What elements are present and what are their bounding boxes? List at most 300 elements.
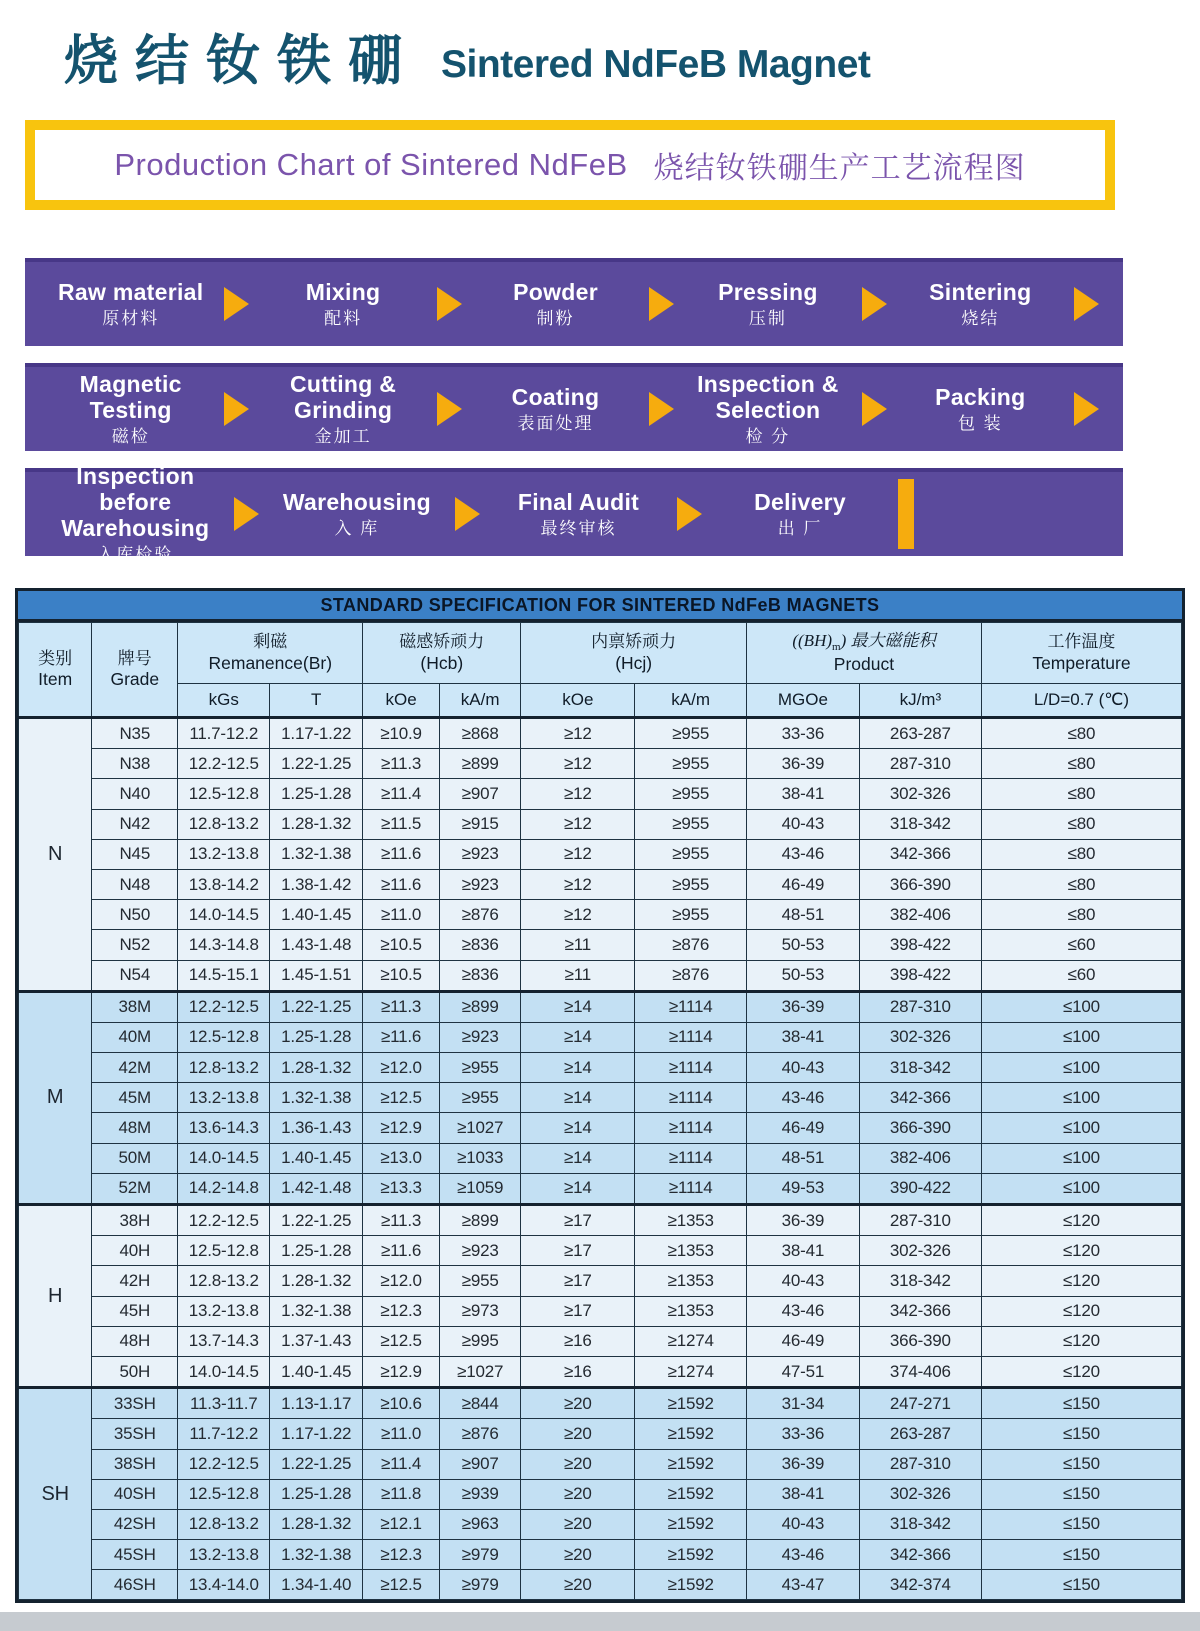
value-cell: 46-49 xyxy=(746,1326,859,1356)
value-cell: ≥923 xyxy=(439,1236,520,1266)
value-cell: ≥836 xyxy=(439,960,520,991)
value-cell: 1.32-1.38 xyxy=(270,1540,363,1570)
value-cell: ≥836 xyxy=(439,930,520,960)
value-cell: 40-43 xyxy=(746,1053,859,1083)
value-cell: ≥11.3 xyxy=(363,1205,440,1236)
value-cell: 1.40-1.45 xyxy=(270,900,363,930)
flow-step xyxy=(255,372,430,446)
value-cell: 40-43 xyxy=(746,809,859,839)
arrow-right-icon xyxy=(862,392,887,426)
header-item-en: Item xyxy=(38,669,73,690)
value-cell: ≥955 xyxy=(635,900,747,930)
value-cell: ≥12.3 xyxy=(363,1296,440,1326)
flow-step-label-zh: 入库检验 xyxy=(97,544,174,564)
value-cell: ≤80 xyxy=(981,869,1181,899)
spec-row xyxy=(19,1205,1182,1236)
grade-cell: 45H xyxy=(92,1296,178,1326)
banner-subtitle-en: Production Chart of Sintered NdFeB xyxy=(114,147,628,182)
header-hcj xyxy=(521,623,747,684)
spec-row xyxy=(19,960,1182,991)
value-cell: 1.22-1.25 xyxy=(270,1449,363,1479)
value-cell: ≤80 xyxy=(981,718,1181,749)
value-cell: 40-43 xyxy=(746,1509,859,1539)
value-cell: 318-342 xyxy=(859,1053,981,1083)
value-cell: ≥955 xyxy=(439,1083,520,1113)
value-cell: 50-53 xyxy=(746,960,859,991)
grade-cell: 42H xyxy=(92,1266,178,1296)
spec-row xyxy=(19,1479,1182,1509)
process-flow-row-1 xyxy=(25,258,1123,346)
flow-step-label-zh: 配料 xyxy=(324,308,363,328)
series-label: SH xyxy=(19,1388,92,1600)
value-cell: ≥907 xyxy=(439,779,520,809)
value-cell: 287-310 xyxy=(859,749,981,779)
value-cell: ≥12.9 xyxy=(363,1356,440,1387)
value-cell: ≥20 xyxy=(521,1449,635,1479)
value-cell: 1.43-1.48 xyxy=(270,930,363,960)
value-cell: ≤120 xyxy=(981,1326,1181,1356)
series-label: M xyxy=(19,991,92,1204)
value-cell: 38-41 xyxy=(746,779,859,809)
value-cell: ≥1274 xyxy=(635,1326,747,1356)
value-cell: ≤120 xyxy=(981,1296,1181,1326)
header-hcj-zh: 内禀矫顽力 xyxy=(591,632,677,652)
spec-row xyxy=(19,1388,1182,1419)
value-cell: 318-342 xyxy=(859,1509,981,1539)
value-cell: ≥12 xyxy=(521,900,635,930)
value-cell: ≥1353 xyxy=(635,1266,747,1296)
value-cell: ≥20 xyxy=(521,1570,635,1600)
spec-row xyxy=(19,749,1182,779)
value-cell: ≤120 xyxy=(981,1236,1181,1266)
spec-row xyxy=(19,1509,1182,1539)
value-cell: ≥1592 xyxy=(635,1540,747,1570)
value-cell: 302-326 xyxy=(859,779,981,809)
flow-step-label-zh: 包 装 xyxy=(957,413,1003,433)
spec-row xyxy=(19,779,1182,809)
grade-cell: 38H xyxy=(92,1205,178,1236)
header-hcb-zh: 磁感矫顽力 xyxy=(399,632,485,652)
value-cell: 1.32-1.38 xyxy=(270,1083,363,1113)
value-cell: ≥16 xyxy=(521,1356,635,1387)
grade-cell: N38 xyxy=(92,749,178,779)
value-cell: 398-422 xyxy=(859,930,981,960)
value-cell: ≥1114 xyxy=(635,1022,747,1052)
value-cell: ≤100 xyxy=(981,991,1181,1022)
flow-step-label-zh: 入 库 xyxy=(334,518,380,538)
process-flow-row-3 xyxy=(25,463,1123,564)
value-cell: 1.22-1.25 xyxy=(270,749,363,779)
value-cell: 12.2-12.5 xyxy=(178,1449,270,1479)
value-cell: ≤100 xyxy=(981,1173,1181,1204)
value-cell: ≥11.6 xyxy=(363,1022,440,1052)
flow-step xyxy=(468,280,643,328)
header-temperature-zh: 工作温度 xyxy=(1047,632,1116,652)
value-cell: ≥1114 xyxy=(635,1053,747,1083)
grade-cell: N50 xyxy=(92,900,178,930)
grade-cell: 40H xyxy=(92,1236,178,1266)
value-cell: 1.42-1.48 xyxy=(270,1173,363,1204)
flow-step-label-en: Raw material xyxy=(57,279,204,306)
value-cell: ≥1033 xyxy=(439,1143,520,1173)
flow-step-label-zh: 金加工 xyxy=(314,426,372,446)
value-cell: ≥20 xyxy=(521,1419,635,1449)
value-cell: ≥868 xyxy=(439,718,520,749)
value-cell: 13.2-13.8 xyxy=(178,839,270,869)
flow-step-label-en: Packing xyxy=(935,384,1026,411)
value-cell: 1.28-1.32 xyxy=(270,1053,363,1083)
spec-row xyxy=(19,1326,1182,1356)
unit-t: T xyxy=(270,684,363,718)
value-cell: 46-49 xyxy=(746,869,859,899)
value-cell: ≥12.0 xyxy=(363,1266,440,1296)
unit-kam-hcb: kA/m xyxy=(439,684,520,718)
grade-cell: 38SH xyxy=(92,1449,178,1479)
header-bhmax-pre: ((BH) xyxy=(792,630,833,650)
value-cell: ≥1353 xyxy=(635,1236,747,1266)
header-item xyxy=(19,623,92,718)
value-cell: ≥923 xyxy=(439,869,520,899)
flow-step-label-en: Cutting & Grinding xyxy=(290,371,397,423)
value-cell: 287-310 xyxy=(859,1205,981,1236)
arrow-right-icon xyxy=(649,287,674,321)
value-cell: ≥1592 xyxy=(635,1570,747,1600)
value-cell: ≤120 xyxy=(981,1356,1181,1387)
value-cell: 302-326 xyxy=(859,1479,981,1509)
grade-cell: 48H xyxy=(92,1326,178,1356)
value-cell: ≤150 xyxy=(981,1479,1181,1509)
value-cell: 1.28-1.32 xyxy=(270,1509,363,1539)
value-cell: 48-51 xyxy=(746,1143,859,1173)
value-cell: 302-326 xyxy=(859,1022,981,1052)
value-cell: 43-47 xyxy=(746,1570,859,1600)
value-cell: ≥12.5 xyxy=(363,1083,440,1113)
value-cell: 1.40-1.45 xyxy=(270,1143,363,1173)
value-cell: ≥12.3 xyxy=(363,1540,440,1570)
value-cell: ≥20 xyxy=(521,1388,635,1419)
value-cell: ≥20 xyxy=(521,1540,635,1570)
header-temperature-en: Temperature xyxy=(1032,652,1131,673)
value-cell: 13.2-13.8 xyxy=(178,1540,270,1570)
value-cell: ≤80 xyxy=(981,900,1181,930)
flow-step-label-en: Magnetic Testing xyxy=(79,371,182,423)
header-remanence-en: Remanence(Br) xyxy=(208,652,333,673)
spec-row xyxy=(19,1083,1182,1113)
arrow-right-icon xyxy=(677,497,702,531)
spec-row xyxy=(19,1113,1182,1143)
value-cell: 36-39 xyxy=(746,991,859,1022)
header-bhmax-post: ) 最大磁能积 xyxy=(840,630,936,650)
value-cell: ≥1114 xyxy=(635,1083,747,1113)
value-cell: 33-36 xyxy=(746,1419,859,1449)
spec-row xyxy=(19,809,1182,839)
value-cell: ≥923 xyxy=(439,839,520,869)
header-grade-zh: 牌号 xyxy=(117,648,152,668)
specification-table xyxy=(15,588,1185,1603)
value-cell: 12.8-13.2 xyxy=(178,1053,270,1083)
flow-step-label-en: Inspection & Selection xyxy=(697,371,839,423)
series-label: N xyxy=(19,718,92,992)
value-cell: ≥955 xyxy=(439,1053,520,1083)
value-cell: ≤150 xyxy=(981,1449,1181,1479)
value-cell: 1.25-1.28 xyxy=(270,1479,363,1509)
value-cell: ≥979 xyxy=(439,1540,520,1570)
value-cell: 1.22-1.25 xyxy=(270,991,363,1022)
value-cell: 47-51 xyxy=(746,1356,859,1387)
header-hcj-en: (Hcj) xyxy=(615,652,653,673)
process-flow-row-2 xyxy=(25,363,1123,451)
spec-row xyxy=(19,1419,1182,1449)
value-cell: ≥955 xyxy=(635,809,747,839)
grade-cell: 33SH xyxy=(92,1388,178,1419)
value-cell: ≤120 xyxy=(981,1205,1181,1236)
flow-step xyxy=(255,280,430,328)
value-cell: 12.5-12.8 xyxy=(178,1479,270,1509)
grade-cell: N52 xyxy=(92,930,178,960)
flow-step xyxy=(265,490,450,538)
value-cell: 366-390 xyxy=(859,869,981,899)
value-cell: ≥14 xyxy=(521,1053,635,1083)
value-cell: 1.45-1.51 xyxy=(270,960,363,991)
value-cell: ≥876 xyxy=(439,1419,520,1449)
value-cell: 1.25-1.28 xyxy=(270,1236,363,1266)
value-cell: ≥12.5 xyxy=(363,1570,440,1600)
value-cell: ≥17 xyxy=(521,1236,635,1266)
value-cell: 1.25-1.28 xyxy=(270,1022,363,1052)
value-cell: ≤150 xyxy=(981,1570,1181,1600)
unit-kam-hcj: kA/m xyxy=(635,684,747,718)
value-cell: ≥20 xyxy=(521,1509,635,1539)
value-cell: ≤80 xyxy=(981,839,1181,869)
header-grade xyxy=(92,623,178,718)
value-cell: 1.36-1.43 xyxy=(270,1113,363,1143)
value-cell: 263-287 xyxy=(859,1419,981,1449)
value-cell: ≥17 xyxy=(521,1266,635,1296)
header-grade-en: Grade xyxy=(110,669,160,690)
value-cell: ≥11 xyxy=(521,960,635,991)
value-cell: ≥973 xyxy=(439,1296,520,1326)
flow-step-label-zh: 原材料 xyxy=(102,308,160,328)
spec-row xyxy=(19,869,1182,899)
value-cell: ≥14 xyxy=(521,1022,635,1052)
header-item-zh: 类别 xyxy=(38,648,73,668)
grade-cell: 45M xyxy=(92,1083,178,1113)
spec-row xyxy=(19,1173,1182,1204)
value-cell: ≥955 xyxy=(635,869,747,899)
flow-step-label-en: Coating xyxy=(511,384,600,411)
flow-step-label-en: Powder xyxy=(513,279,598,306)
value-cell: 11.3-11.7 xyxy=(178,1388,270,1419)
value-cell: 12.2-12.5 xyxy=(178,749,270,779)
value-cell: ≥10.6 xyxy=(363,1388,440,1419)
arrow-right-icon xyxy=(1074,392,1099,426)
value-cell: ≥899 xyxy=(439,1205,520,1236)
value-cell: 1.17-1.22 xyxy=(270,718,363,749)
grade-cell: 40SH xyxy=(92,1479,178,1509)
page-title xyxy=(64,31,871,91)
value-cell: 36-39 xyxy=(746,749,859,779)
value-cell: 398-422 xyxy=(859,960,981,991)
value-cell: ≥995 xyxy=(439,1326,520,1356)
arrow-right-icon xyxy=(649,392,674,426)
value-cell: ≤100 xyxy=(981,1022,1181,1052)
grade-cell: N35 xyxy=(92,718,178,749)
value-cell: 13.2-13.8 xyxy=(178,1296,270,1326)
value-cell: ≥1114 xyxy=(635,1173,747,1204)
value-cell: ≥20 xyxy=(521,1479,635,1509)
value-cell: ≥955 xyxy=(635,749,747,779)
value-cell: 36-39 xyxy=(746,1449,859,1479)
value-cell: 382-406 xyxy=(859,1143,981,1173)
flow-step xyxy=(43,464,228,563)
value-cell: ≥979 xyxy=(439,1570,520,1600)
value-cell: ≥11.6 xyxy=(363,839,440,869)
value-cell: 38-41 xyxy=(746,1022,859,1052)
value-cell: ≥12.1 xyxy=(363,1509,440,1539)
value-cell: ≥12 xyxy=(521,839,635,869)
spec-row xyxy=(19,1022,1182,1052)
production-chart-banner xyxy=(25,120,1115,210)
value-cell: ≥1592 xyxy=(635,1509,747,1539)
spec-row xyxy=(19,1356,1182,1387)
value-cell: 12.5-12.8 xyxy=(178,1022,270,1052)
value-cell: 11.7-12.2 xyxy=(178,718,270,749)
flow-step-label-zh: 检 分 xyxy=(745,426,791,446)
value-cell: 342-366 xyxy=(859,1540,981,1570)
value-cell: ≥11.3 xyxy=(363,749,440,779)
spec-row xyxy=(19,991,1182,1022)
spec-row xyxy=(19,1266,1182,1296)
value-cell: 1.22-1.25 xyxy=(270,1205,363,1236)
grade-cell: 50H xyxy=(92,1356,178,1387)
flow-step xyxy=(708,490,893,538)
value-cell: 1.28-1.32 xyxy=(270,1266,363,1296)
value-cell: ≥1114 xyxy=(635,1143,747,1173)
value-cell: 318-342 xyxy=(859,809,981,839)
value-cell: 1.28-1.32 xyxy=(270,809,363,839)
value-cell: ≥10.5 xyxy=(363,960,440,991)
value-cell: 318-342 xyxy=(859,1266,981,1296)
value-cell: 14.3-14.8 xyxy=(178,930,270,960)
header-bhmax-en: Product xyxy=(833,654,895,675)
header-bhmax xyxy=(746,623,981,684)
value-cell: 1.13-1.17 xyxy=(270,1388,363,1419)
value-cell: 390-422 xyxy=(859,1173,981,1204)
header-hcb xyxy=(363,623,521,684)
value-cell: ≥13.3 xyxy=(363,1173,440,1204)
value-cell: 1.17-1.22 xyxy=(270,1419,363,1449)
page-title-zh: 烧结钕铁硼 xyxy=(64,31,419,91)
flow-step-label-zh: 出 厂 xyxy=(777,518,823,538)
grade-cell: 45SH xyxy=(92,1540,178,1570)
value-cell: 14.5-15.1 xyxy=(178,960,270,991)
value-cell: 12.8-13.2 xyxy=(178,1509,270,1539)
spec-row xyxy=(19,718,1182,749)
value-cell: ≥1274 xyxy=(635,1356,747,1387)
value-cell: 38-41 xyxy=(746,1236,859,1266)
unit-kjm3: kJ/m³ xyxy=(859,684,981,718)
value-cell: 13.7-14.3 xyxy=(178,1326,270,1356)
value-cell: 1.37-1.43 xyxy=(270,1326,363,1356)
unit-koe-hcj: kOe xyxy=(521,684,635,718)
value-cell: ≤100 xyxy=(981,1053,1181,1083)
value-cell: ≥955 xyxy=(635,718,747,749)
value-cell: ≥11.0 xyxy=(363,900,440,930)
value-cell: 40-43 xyxy=(746,1266,859,1296)
flow-step xyxy=(468,385,643,433)
value-cell: ≤150 xyxy=(981,1540,1181,1570)
value-cell: 14.0-14.5 xyxy=(178,1143,270,1173)
value-cell: ≥14 xyxy=(521,991,635,1022)
value-cell: ≥955 xyxy=(635,839,747,869)
value-cell: 13.4-14.0 xyxy=(178,1570,270,1600)
value-cell: 13.6-14.3 xyxy=(178,1113,270,1143)
value-cell: 342-366 xyxy=(859,1296,981,1326)
value-cell: ≤150 xyxy=(981,1419,1181,1449)
spec-row xyxy=(19,839,1182,869)
header-bhmax-sub: m xyxy=(832,640,841,653)
grade-cell: 50M xyxy=(92,1143,178,1173)
value-cell: ≥12.0 xyxy=(363,1053,440,1083)
value-cell: ≥12.9 xyxy=(363,1113,440,1143)
value-cell: 36-39 xyxy=(746,1205,859,1236)
arrow-right-icon xyxy=(437,287,462,321)
flow-step-label-en: Warehousing xyxy=(282,489,431,516)
header-remanence-zh: 剩磁 xyxy=(253,632,288,652)
value-cell: ≥17 xyxy=(521,1296,635,1326)
flow-step xyxy=(680,372,855,446)
value-cell: ≥1353 xyxy=(635,1296,747,1326)
unit-kgs: kGs xyxy=(178,684,270,718)
header-remanence xyxy=(178,623,363,684)
spec-row xyxy=(19,1540,1182,1570)
value-cell: ≤120 xyxy=(981,1266,1181,1296)
value-cell: ≥14 xyxy=(521,1113,635,1143)
value-cell: 382-406 xyxy=(859,900,981,930)
value-cell: ≤100 xyxy=(981,1083,1181,1113)
flow-step-label-zh: 烧结 xyxy=(961,308,1000,328)
value-cell: 33-36 xyxy=(746,718,859,749)
value-cell: ≤80 xyxy=(981,809,1181,839)
value-cell: ≥955 xyxy=(439,1266,520,1296)
flow-end-bar xyxy=(898,479,914,549)
header-hcb-en: (Hcb) xyxy=(420,652,464,673)
value-cell: ≥939 xyxy=(439,1479,520,1509)
value-cell: ≥17 xyxy=(521,1205,635,1236)
grade-cell: N54 xyxy=(92,960,178,991)
spec-row xyxy=(19,1053,1182,1083)
flow-step-label-zh: 磁检 xyxy=(111,426,150,446)
grade-cell: N48 xyxy=(92,869,178,899)
value-cell: ≥11.0 xyxy=(363,1419,440,1449)
value-cell: ≥11.4 xyxy=(363,1449,440,1479)
spec-row xyxy=(19,1570,1182,1600)
flow-step xyxy=(486,490,671,538)
grade-cell: 42M xyxy=(92,1053,178,1083)
value-cell: 49-53 xyxy=(746,1173,859,1204)
value-cell: ≥11.8 xyxy=(363,1479,440,1509)
flow-step-label-en: Pressing xyxy=(718,279,818,306)
value-cell: 11.7-12.2 xyxy=(178,1419,270,1449)
value-cell: 1.34-1.40 xyxy=(270,1570,363,1600)
value-cell: ≥12 xyxy=(521,779,635,809)
spec-row xyxy=(19,1143,1182,1173)
flow-step xyxy=(43,372,218,446)
value-cell: ≥11.6 xyxy=(363,869,440,899)
grade-cell: 38M xyxy=(92,991,178,1022)
value-cell: 13.8-14.2 xyxy=(178,869,270,899)
value-cell: 43-46 xyxy=(746,1083,859,1113)
